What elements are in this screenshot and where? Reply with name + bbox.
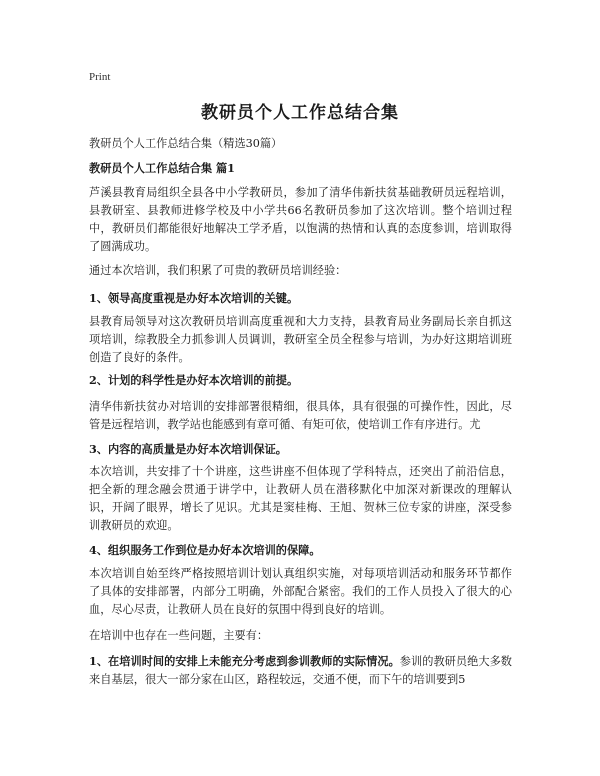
section-title: 教研员个人工作总结合集 篇1: [89, 161, 235, 175]
heading-3: 3、内容的高质量是办好本次培训保证。: [89, 442, 287, 456]
heading-2: 2、计划的科学性是办好本次培训的前提。: [89, 373, 299, 387]
paragraph-8-text: 参训的教研员绝大多数来自基层，很大一部分家在山区，路程较远，交通不便，而下午的培训要到5: [89, 655, 512, 686]
paragraph-4: 清华伟新扶贫办对培训的安排部署很精细，很具体，具有很强的可操作性，因此，尽管是远程培训，教学站也能感到有章可循、有矩可依，使培训工作有序进行。尤: [89, 400, 512, 431]
paragraph-3: 县教育局领导对这次教研员培训高度重视和大力支持，县教育局业务副局长亲自抓这项培训，综教股全力抓参训人员调训，教研室全员全程参与培训，为办好这期培训班创造了良好的条件。: [89, 315, 512, 364]
paragraph-2: 通过本次培训，我们积累了可贵的教研员培训经验：: [89, 264, 347, 277]
paragraph-7: 在培训中也存在一些问题，主要有：: [89, 629, 269, 642]
heading-5: 1、在培训时间的安排上未能充分考虑到参训教师的实际情况。: [89, 654, 400, 668]
paragraph-1: 芦溪县教育局组织全县各中小学教研员，参加了清华伟新扶贫基础教研员远程培训，县教研室、县教师进修学校及中小学共66名教研员参加了这次培训。整个培训过程中，教研员们都能很好地解决工学矛盾，以饱满的热情和认真的态度参训，培训取得了圆满成功。: [89, 186, 512, 253]
paragraph-8: [89, 652, 512, 689]
page-title: 教研员个人工作总结合集: [201, 103, 399, 123]
paragraph-6: 本次培训自始至终严格按照培训计划认真组织实施，对每项培训活动和服务环节都作了具体的安排部署，内部分工明确，外部配合紧密。我们的工作人员投入了很大的心血，尽心尽责，让教研人员在良好的氛围中得到良好的培训。: [89, 567, 512, 616]
subtitle: 教研员个人工作总结合集（精选30篇）: [89, 137, 283, 150]
paragraph-5: 本次培训，共安排了十个讲座，这些讲座不但体现了学科特点，还突出了前沿信息，把全新的理念融会贯通于讲学中，让教研人员在潜移默化中加深对新课改的理解认识，开阔了眼界，增长了见识。尤其是窦桂梅、王旭、贺林三位专家的讲座，深受参训教研员的欢迎。: [89, 465, 512, 532]
heading-4: 4、组织服务工作到位是办好本次培训的保障。: [89, 543, 321, 557]
print-label[interactable]: Print: [89, 71, 111, 83]
heading-1: 1、领导高度重视是办好本次培训的关键。: [89, 291, 299, 305]
